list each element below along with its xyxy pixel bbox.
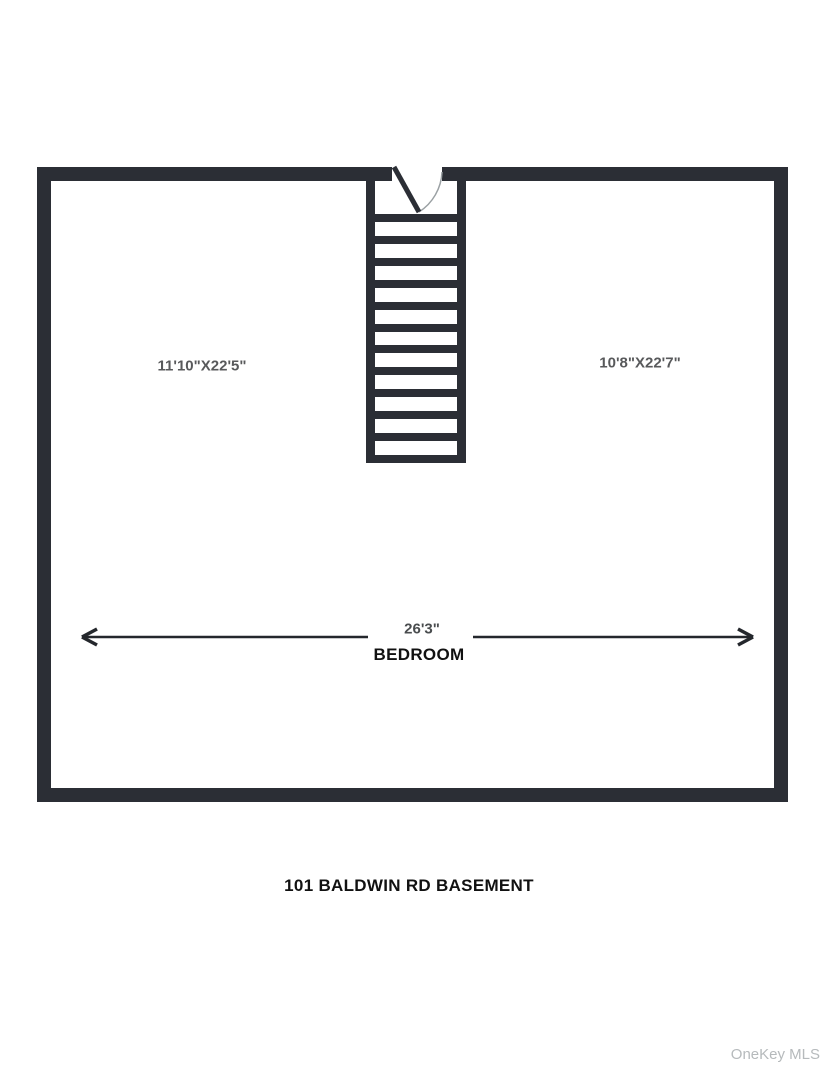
stair-step [375, 236, 457, 258]
staircase [366, 181, 466, 463]
stair-step [375, 302, 457, 324]
door-swing [385, 158, 455, 220]
stair-step [375, 324, 457, 346]
door-leaf [394, 167, 419, 212]
room-name-label: BEDROOM [373, 645, 465, 664]
stair-step [375, 367, 457, 389]
door-swing-arc [419, 172, 442, 212]
plan-caption: 101 BALDWIN RD BASEMENT [284, 876, 534, 895]
stair-step [375, 389, 457, 411]
overall-width-dimension: 26'3" [404, 620, 440, 638]
stair-step [375, 345, 457, 367]
stair-step [375, 258, 457, 280]
stair-step [375, 280, 457, 302]
watermark-text: OneKey MLS [730, 1046, 820, 1063]
room-dimension-right: 10'8"X22'7" [599, 354, 681, 372]
stair-step [375, 411, 457, 433]
room-dimension-left: 11'10"X22'5" [157, 357, 247, 375]
stair-step [375, 433, 457, 455]
